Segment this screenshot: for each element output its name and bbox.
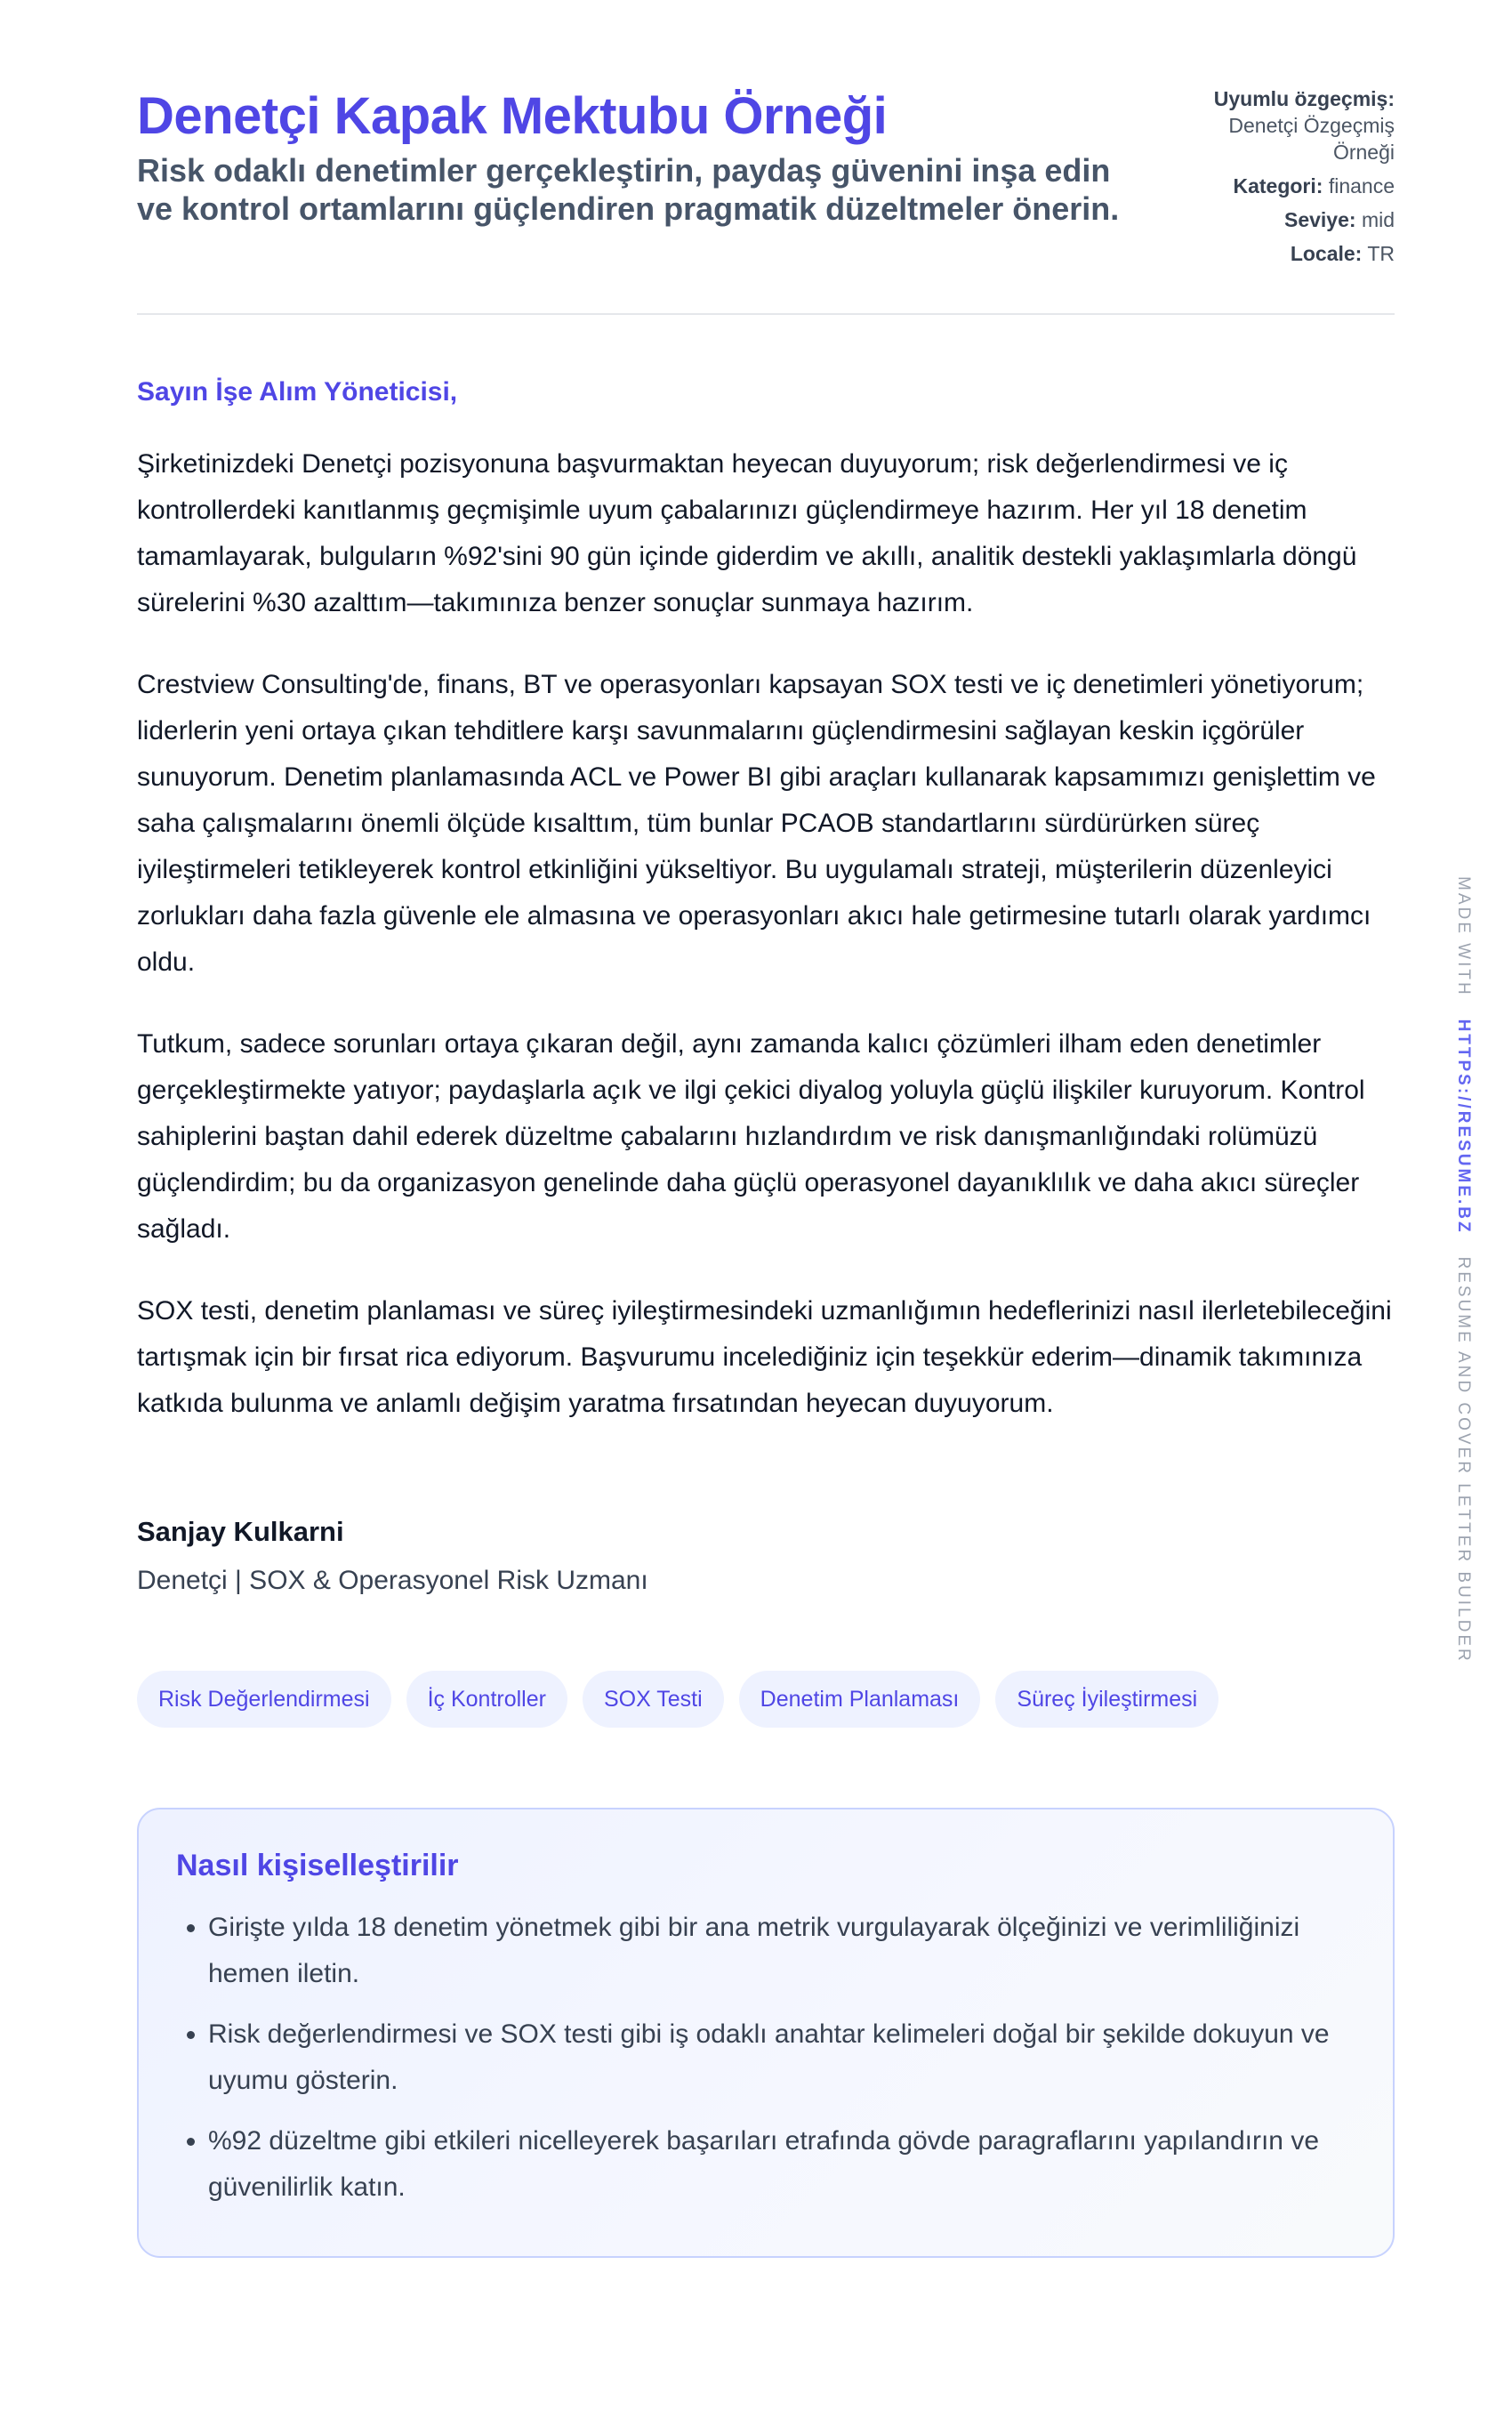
skill-tag: Denetim Planlaması <box>739 1671 981 1728</box>
page-header <box>137 0 1395 315</box>
tip-item: • Risk değerlendirmesi ve SOX testi gibi iş odaklı anahtar kelimeleri doğal bir şekilde dokuyun ve uyumu gösterin. <box>208 2011 1355 2104</box>
meta-locale <box>1163 240 1395 267</box>
meta-level-value: mid <box>1361 208 1395 231</box>
letter-paragraph: SOX testi, denetim planlaması ve süreç iyileştirmesindeki uzmanlığımın hedeflerinizi nasıl ilerletebileceğini tartışmak için bir fırsat rica ediyorum. Başvurumu incelediğiniz için teşekkür ederim—dinamik takımınıza katkıda bulunma ve anlamlı değişim yaratma fırsatından heyecan duyuyorum. <box>137 1296 1392 1418</box>
meta-panel <box>1163 85 1395 274</box>
skill-tag: Süreç İyileştirmesi <box>995 1671 1218 1728</box>
page-subtitle: Risk odaklı denetimler gerçekleştirin, paydaş güvenini inşa edin ve kontrol ortamlarını güçlendiren pragmatik düzeltmeler önerin. <box>137 152 1120 227</box>
meta-resume <box>1163 85 1395 165</box>
page-title: Denetçi Kapak Mektubu Örneği <box>137 87 888 145</box>
letter-paragraph: Crestview Consulting'de, finans, BT ve operasyonları kapsayan SOX testi ve iç denetimleri yönetiyorum; liderlerin yeni ortaya çıkan tehditlere karşı savunmalarını güçlendirmesini sağlayan keskin içgörüler sunuyorum. Denetim planlamasında ACL ve Power BI gibi araçları kullanarak kapsamımızı genişlettim ve saha çalışmalarını önemli ölçüde kısalttım, tüm bunlar PCAOB standartlarını sürdürürken süreç iyileştirmeleri tetikleyerek kontrol etkinliğini yükseltiyor. Bu uygulamalı strateji, müşterilerin düzenleyici zorlukları daha fazla güvenle ele almasına ve operasyonları akıcı hale getirmesine tutarlı olarak yardımcı oldu. <box>137 670 1376 977</box>
signature-title: Denetçi | SOX & Operasyonel Risk Uzmanı <box>137 1566 648 1595</box>
side-credit <box>1450 876 1476 1664</box>
signature-name: Sanjay Kulkarni <box>137 1516 344 1547</box>
letter-paragraph: Tutkum, sadece sorunları ortaya çıkaran değil, aynı zamanda kalıcı çözümleri ilham eden denetimler gerçekleştirmekte yatıyor; paydaşlarla açık ve ilgi çekici diyalog yoluyla güçlü ilişkiler kuruyorum. Kontrol sahiplerini baştan dahil ederek düzeltme çabalarını hızlandırdım ve risk danışmanlığındaki rolümüzü güçlendirdim; bu da organizasyon genelinde daha güçlü operasyonel dayanıklılık ve daha akıcı süreçler sağladı. <box>137 1029 1365 1244</box>
meta-category-label: Kategori: <box>1233 174 1323 197</box>
skill-tag: SOX Testi <box>583 1671 724 1728</box>
credit-suffix: RESUME AND COVER LETTER BUILDER <box>1454 1256 1473 1664</box>
credit-prefix: MADE WITH <box>1454 876 1473 997</box>
cover-letter-page <box>137 0 1395 2258</box>
tip-item: • Girişte yılda 18 denetim yönetmek gibi bir ana metrik vurgulayarak ölçeğinizi ve verimliliğinizi hemen iletin. <box>208 1905 1355 1997</box>
personalize-tips-box <box>137 1808 1395 2258</box>
credit-link[interactable]: HTTPS://RESUME.BZ <box>1454 1019 1473 1235</box>
meta-resume-label: Uyumlu özgeçmiş: <box>1213 87 1395 110</box>
tip-item: • %92 düzeltme gibi etkileri nicelleyerek başarıları etrafında gövde paragraflarını yapılandırın ve güvenilirlik katın. <box>208 2118 1355 2211</box>
meta-resume-value[interactable]: Denetçi Özgeçmiş Örneği <box>1228 114 1395 164</box>
skill-tags <box>137 1671 1395 1728</box>
meta-locale-label: Locale: <box>1290 242 1363 265</box>
skill-tag: Risk Değerlendirmesi <box>137 1671 391 1728</box>
meta-category-value: finance <box>1328 174 1395 197</box>
meta-locale-value: TR <box>1367 242 1395 265</box>
letter-salutation: Sayın İşe Alım Yöneticisi, <box>137 377 458 407</box>
tips-list <box>176 1905 1355 2211</box>
meta-level-label: Seviye: <box>1283 208 1356 231</box>
letter-paragraph: Şirketinizdeki Denetçi pozisyonuna başvurmaktan heyecan duyuyorum; risk değerlendirmesi ve iç kontrollerdeki kanıtlanmış geçmişimle uyum çabalarınızı güçlendirmeye hazırım. Her yıl 18 denetim tamamlayarak, bulguların %92'sini 90 gün içinde giderdim ve akıllı, analitik destekli yaklaşımlarla döngü sürelerini %30 azalttım—takımınıza benzer sonuçlar sunmaya hazırım. <box>137 449 1357 617</box>
meta-category <box>1163 173 1395 199</box>
tips-title: Nasıl kişiselleştirilir <box>176 1849 459 1882</box>
meta-level <box>1163 206 1395 233</box>
skill-tag: İç Kontroller <box>406 1671 567 1728</box>
